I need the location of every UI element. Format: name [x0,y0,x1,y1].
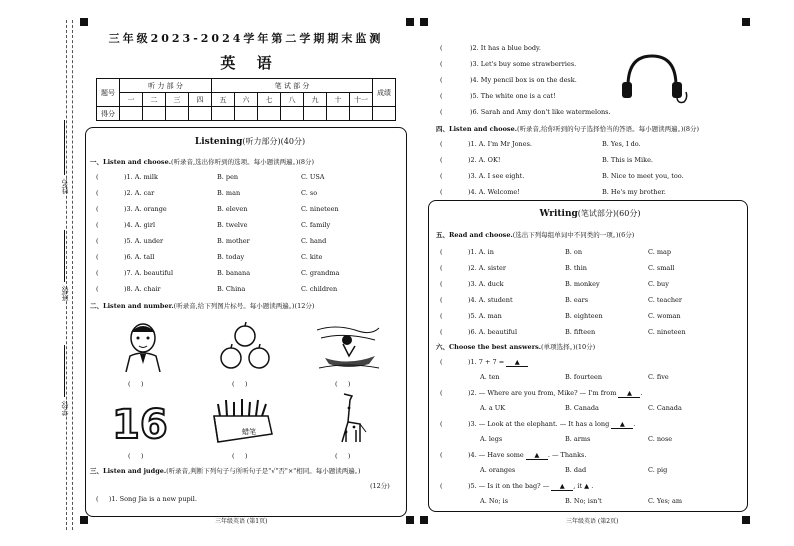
answer-paren[interactable]: ( [96,189,99,197]
row-label-score: 得分 [97,107,120,121]
question-stem [468,451,586,460]
registration-mark [742,18,750,26]
option-c: C. grandma [301,269,340,277]
class-blank[interactable] [64,230,66,282]
answer-paren[interactable]: ( [440,312,443,320]
registration-mark [80,516,88,524]
question-stem [468,420,635,429]
option-a: )4. A. Welcome! [468,188,520,196]
question-number: 十 [327,93,350,107]
answer-paren[interactable]: ( [440,156,443,164]
option-a: )7. A. beautiful [124,269,174,277]
answer-blank[interactable]: ▲ [551,482,573,491]
answer-paren[interactable]: ( ) [335,380,351,388]
score-cell[interactable] [373,107,396,121]
name-blank[interactable] [64,120,66,175]
option-c: C. woman [648,312,681,320]
question-number: 六 [235,93,258,107]
option-a: )2. A. car [124,189,155,197]
name-label: 姓名: [61,178,69,195]
q2-heading: 二、Listen and number.(听录音,给下列图片标号。每小题读两遍。)(12分) [90,302,315,310]
option-b: B. man [217,189,241,197]
question-stem [468,389,643,398]
school-blank[interactable] [64,345,66,397]
answer-paren[interactable]: ( [440,296,443,304]
option-b: B. He's my brother. [602,188,666,196]
score-cell[interactable] [120,107,143,121]
writing-title: Writing(笔试部分)(60分) [539,209,641,219]
option-a: )1. A. I'm Mr Jones. [468,140,532,148]
answer-paren[interactable]: ( [96,269,99,277]
answer-paren[interactable]: ( ) [232,452,248,460]
class-label: 班级: [61,285,69,302]
answer-paren[interactable]: ( [440,248,443,256]
number-16-picture [110,400,170,442]
option-a: )5. A. man [468,312,502,320]
answer-paren[interactable]: ( [440,482,443,490]
score-cell[interactable] [327,107,350,121]
giraffe-picture [330,392,370,444]
school-label: 学校: [61,400,69,417]
answer-paren[interactable]: ( ) [128,452,144,460]
score-cell[interactable] [304,107,327,121]
option-a: )3. A. duck [468,280,504,288]
answer-paren[interactable]: ( [440,188,443,196]
option-a: )2. A. sister [468,264,506,272]
score-cell[interactable] [235,107,258,121]
option-b: B. eleven [217,205,248,213]
answer-paren[interactable]: ( [440,358,443,366]
option-b: B. Nice to meet you, too. [602,172,684,180]
q3-heading: 三、Listen and judge.(听录音,判断下列句子与所听句子是"√"否"×"相同。每小题读两遍。) [90,467,361,475]
option-c: C. hand [301,237,327,245]
answer-paren[interactable]: ( [96,285,99,293]
score-cell[interactable] [143,107,166,121]
option-b: B. monkey [565,280,600,288]
q6-heading: 六、Choose the best answers.(单项选择。)(10分) [436,343,596,351]
question-text: )4. — Have some [468,451,526,459]
subject-title: 英 语 [220,54,280,72]
option-c: C. five [648,373,669,381]
option-c: C. nineteen [648,328,686,336]
q3-item: )5. The white one is a cat! [470,92,556,100]
score-cell[interactable] [166,107,189,121]
option-b: B. thin [565,264,587,272]
answer-blank[interactable]: ▲ [611,420,633,429]
option-a: )1. A. in [468,248,494,256]
answer-blank[interactable]: ▲ [526,451,548,460]
option-a: )4. A. girl [124,221,156,229]
question-text-after: , it ▲ . [573,482,594,490]
question-number: 五 [212,93,235,107]
question-number: 三 [166,93,189,107]
answer-paren[interactable]: ( [440,60,443,68]
option-c: C. kite [301,253,323,261]
option-a: )6. A. tall [124,253,155,261]
option-c: C. so [301,189,318,197]
q4-heading: 四、Listen and choose.(听录音,给你听到的句子选择恰当的答语。每小题读两遍。)(8分) [436,125,700,133]
option-b: B. today [217,253,245,261]
question-text-after: . — Thanks. [547,451,587,459]
option-b: B. arms [565,435,591,443]
option-a: )3. A. I see eight. [468,172,525,180]
crayons-picture [210,396,274,444]
option-b: B. Canada [565,404,599,412]
option-b: B. Yes, I do. [602,140,641,148]
answer-paren[interactable]: ( [96,237,99,245]
option-a: )1. A. milk [124,173,158,181]
option-a: )6. A. beautiful [468,328,518,336]
page-footer: 三年级英语 (第2页) [566,518,619,525]
question-number: 一 [120,93,143,107]
option-b: B. mother [217,237,250,245]
option-c: C. Yes; am [648,497,683,505]
answer-paren[interactable]: ( ) [128,380,144,388]
score-cell[interactable] [189,107,212,121]
option-b: B. ears [565,296,589,304]
question-number: 四 [189,93,212,107]
question-number: 八 [281,93,304,107]
answer-paren[interactable]: ( [440,92,443,100]
score-cell[interactable] [258,107,281,121]
option-a: )2. A. OK! [468,156,501,164]
registration-mark [406,18,414,26]
boy-picture [118,320,168,372]
q1-heading: 一、Listen and choose.(听录音,选出你听到的选项。每小题读两遍。)(8分) [90,158,315,166]
row-label-number: 题号 [97,79,120,107]
registration-mark [420,516,428,524]
option-c: C. map [648,248,672,256]
answer-paren[interactable]: ( [96,253,99,261]
registration-mark [742,516,750,524]
option-a: )3. A. orange [124,205,167,213]
registration-mark [80,18,88,26]
option-a: A. oranges [480,466,516,474]
option-c: C. nose [648,435,673,443]
option-a: A. a UK [480,404,506,412]
option-b: B. fifteen [565,328,596,336]
question-number: 十一 [350,93,373,107]
question-number: 七 [258,93,281,107]
question-text: )2. — Where are you from, Mike? — I'm from [468,389,619,397]
registration-mark [420,18,428,26]
option-a: )4. A. student [468,296,513,304]
answer-paren[interactable]: ( [440,172,443,180]
total-label: 成绩 [373,79,396,107]
answer-paren[interactable]: ( [440,328,443,336]
question-text: )3. — Look at the elephant. — It has a long [468,420,612,428]
writing-part-label: 笔 试 部 分 [212,79,373,93]
answer-paren[interactable]: ( [96,205,99,213]
answer-paren[interactable]: ( ) [232,380,248,388]
page-footer: 三年级英语 (第1页) [215,518,268,525]
question-text: )1. 7 + 7 = [468,358,507,366]
option-c: C. children [301,285,338,293]
option-a: A. legs [480,435,503,443]
option-c: C. family [301,221,331,229]
option-a: A. ten [480,373,500,381]
option-a: )5. A. under [124,237,164,245]
answer-paren[interactable]: ( [440,76,443,84]
option-b: B. on [565,248,583,256]
option-c: C. pig [648,466,668,474]
headphones-picture [618,52,688,106]
question-text-after: . [633,420,636,428]
option-b: B. eighteen [565,312,603,320]
registration-mark [406,516,414,524]
listening-title: Listening(听力部分)(40分) [194,137,306,147]
crayon-box-label: 蜡笔 [242,428,256,436]
answer-paren[interactable]: ( [96,173,99,181]
answer-paren[interactable]: ( ) [335,452,351,460]
q3-points: (12分) [370,482,390,490]
q3-item: )3. Let's buy some strawberries. [470,60,577,68]
apples-picture [215,322,275,372]
option-c: C. teacher [648,296,682,304]
option-c: C. buy [648,280,669,288]
listening-part-label: 听 力 部 分 [120,79,212,93]
question-text-after: . [640,389,643,397]
q3-item: )6. Sarah and Amy don't like watermelons. [470,108,611,116]
option-c: C. Canada [648,404,682,412]
binding-line [66,20,67,530]
answer-blank[interactable]: ▲ [618,389,640,398]
option-b: B. fourteen [565,373,603,381]
question-stem [468,358,528,367]
score-table [96,78,396,121]
question-number: 二 [143,93,166,107]
boat-girl-picture [315,322,381,372]
exam-title: 三年级2023-2024学年第二学期期末监测 [108,32,384,45]
q3-item: )2. It has a blue body. [470,44,541,52]
score-cell[interactable] [212,107,235,121]
q3-item: ( )1. Song Jia is a new pupil. [96,495,197,503]
option-b: B. China [217,285,246,293]
option-a: A. No; is [480,497,509,505]
answer-paren[interactable]: ( [440,44,443,52]
answer-paren[interactable]: ( [96,221,99,229]
option-c: C. small [648,264,675,272]
option-b: B. No; isn't [565,497,602,505]
option-b: B. dad [565,466,587,474]
answer-paren[interactable]: ( [440,420,443,428]
option-b: B. twelve [217,221,248,229]
answer-paren[interactable]: ( [440,451,443,459]
score-cell[interactable] [350,107,373,121]
big-number-text: 16 [112,402,168,442]
option-c: C. nineteen [301,205,339,213]
option-b: B. This is Mike. [602,156,653,164]
question-stem [468,482,593,491]
option-b: B. banana [217,269,251,277]
answer-paren[interactable]: ( [440,264,443,272]
answer-paren[interactable]: ( [440,108,443,116]
option-c: C. USA [301,173,325,181]
answer-blank[interactable]: ▲ [506,358,528,367]
binding-line [72,20,73,530]
q5-heading: 五、Read and choose.(选出下列每组单词中不同类的一项。)(6分) [436,231,635,239]
question-number: 九 [304,93,327,107]
option-b: B. pen [217,173,239,181]
q3-item: )4. My pencil box is on the desk. [470,76,577,84]
answer-paren[interactable]: ( [440,280,443,288]
option-a: )8. A. chair [124,285,161,293]
answer-paren[interactable]: ( [440,140,443,148]
answer-paren[interactable]: ( [440,389,443,397]
writing-section [428,200,748,512]
question-text: )5. — Is it on the bag? — [468,482,552,490]
score-cell[interactable] [281,107,304,121]
